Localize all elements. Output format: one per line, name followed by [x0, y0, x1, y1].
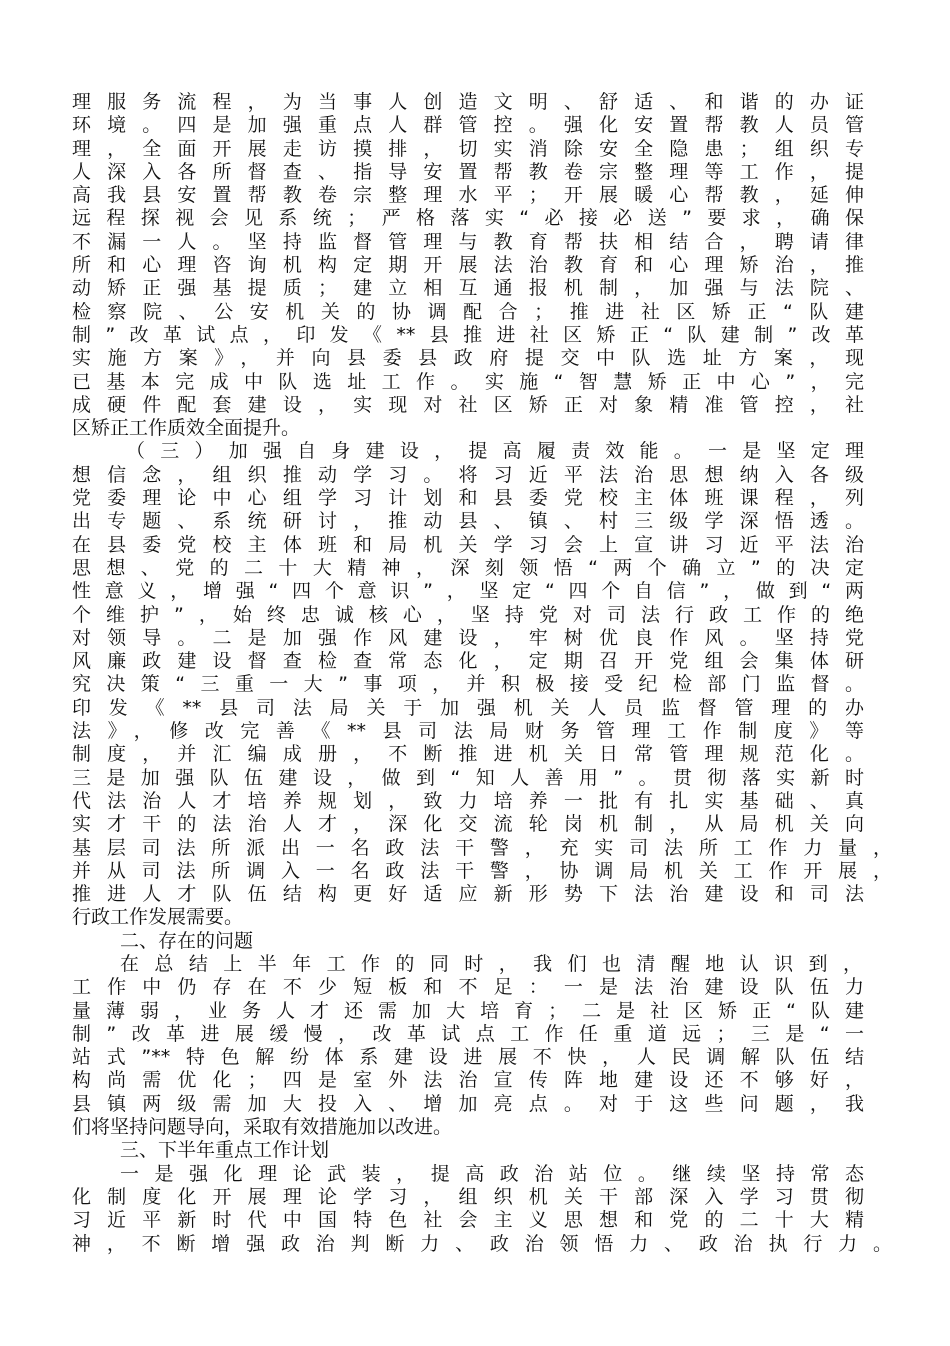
text-line: 动矫正强基提质；建立相互通报机制，加强与法院、	[72, 277, 864, 300]
text-line: 站式”**特色解纷体系建设进展不快，人民调解队伍结	[72, 1046, 864, 1069]
text-line: 制”改革试点，印发《**县推进社区矫正“队建制”改革	[72, 323, 864, 346]
text-line: 理服务流程，为当事人创造文明、舒适、和谐的办证	[72, 91, 864, 113]
text-line: 制”改革进展缓慢，改革试点工作任重道远；三是“一	[72, 1022, 864, 1045]
text-line: 二、存在的问题	[120, 929, 254, 952]
text-line: 区矫正工作质效全面提升。	[72, 417, 301, 440]
text-line: 行政工作发展需要。	[72, 906, 244, 929]
text-line: 检察院、公安机关的协调配合；推进社区矫正“队建	[72, 300, 864, 323]
text-line: 化制度化开展理论学习，组织机关干部深入学习贯彻	[72, 1185, 864, 1208]
text-line: 在总结上半年工作的同时，我们也清醒地认识到，	[120, 952, 862, 975]
text-line: 三、下半年重点工作计划	[120, 1139, 330, 1162]
text-line: 性意义，增强“四个意识”，坚定“四个自信”，做到“两	[72, 580, 864, 603]
text-line: 神，不断增强政治判断力、政治领悟力、政治执行力。	[72, 1232, 892, 1255]
text-line: 理，全面开展走访摸排，切实消除安全隐患；组织专	[72, 137, 864, 160]
text-line: 一是强化理论武装，提高政治站位。继续坚持常态	[120, 1162, 864, 1185]
text-line: 高我县安置帮教卷宗整理水平；开展暖心帮教，延伸	[72, 184, 864, 207]
text-line: 构尚需优化；四是室外法治宣传阵地建设还不够好，	[72, 1069, 864, 1092]
text-line: 远程探视会见系统；严格落实“必接必送”要求，确保	[72, 207, 864, 230]
text-line: 在县委党校主体班和局机关学习会上宣讲习近平法治	[72, 533, 864, 556]
text-line: 推进人才队伍结构更好适应新形势下法治建设和司法	[72, 883, 864, 906]
text-line: 环境。四是加强重点人群管控。强化安置帮教人员管	[72, 114, 864, 137]
text-line: 印发《**县司法局关于加强机关人员监督管理的办	[72, 696, 864, 719]
text-line: 习近平新时代中国特色社会主义思想和党的二十大精	[72, 1209, 864, 1232]
text-line: 法》，修改完善《**县司法局财务管理工作制度》等	[72, 720, 864, 743]
text-line: 对领导。二是加强作风建设，牢树优良作风。坚持党	[72, 626, 864, 649]
text-line: 成硬件配套建设，实现对社区矫正对象精准管控，社	[72, 393, 864, 416]
text-line: 制度，并汇编成册，不断推进机关日常管理规范化。	[72, 743, 864, 766]
text-line: （三）加强自身建设，提高履责效能。一是坚定理	[126, 440, 864, 463]
text-line: 已基本完成中队选址工作。实施“智慧矫正中心”，完	[72, 370, 864, 393]
text-line: 党委理论中心组学习计划和县委党校主体班课程，列	[72, 487, 864, 510]
text-line: 们将坚持问题导向，采取有效措施加以改进。	[72, 1116, 453, 1139]
text-line: 人深入各所督查、指导安置帮教卷宗整理等工作，提	[72, 160, 864, 183]
text-line: 基层司法所派出一名政法干警，充实司法所工作力量，	[72, 836, 892, 859]
text-line: 不漏一人。坚持监督管理与教育帮扶相结合，聘请律	[72, 230, 864, 253]
text-line: 出专题、系统研讨，推动县、镇、村三级学深悟透。	[72, 510, 864, 533]
text-line: 量薄弱，业务人才还需加大培育；二是社区矫正“队建	[72, 999, 864, 1022]
text-line: 思想、党的二十大精神，深刻领悟“两个确立”的决定	[72, 556, 864, 579]
text-line: 究决策“三重一大”事项，并积极接受纪检部门监督。	[72, 673, 864, 696]
text-line: 县镇两级需加大投入、增加亮点。对于这些问题，我	[72, 1092, 864, 1115]
text-line: 实施方案》，并向县委县政府提交中队选址方案，现	[72, 347, 864, 370]
text-line: 实才干的法治人才，深化交流轮岗机制，从局机关向	[72, 813, 864, 836]
text-line: 风廉政建设督查检查常态化，定期召开党组会集体研	[72, 650, 864, 673]
text-line: 并从司法所调入一名政法干警，协调局机关工作开展，	[72, 859, 892, 882]
text-line: 三是加强队伍建设，做到“知人善用”。贯彻落实新时	[72, 766, 864, 789]
text-line: 所和心理咨询机构定期开展法治教育和心理矫治，推	[72, 254, 864, 277]
text-line: 个维护”，始终忠诚核心，坚持党对司法行政工作的绝	[72, 603, 864, 626]
text-line: 想信念，组织推动学习。将习近平法治思想纳入各级	[72, 463, 864, 486]
text-line: 工作中仍存在不少短板和不足：一是法治建设队伍力	[72, 976, 864, 999]
text-line: 代法治人才培养规划，致力培养一批有扎实基础、真	[72, 789, 864, 812]
